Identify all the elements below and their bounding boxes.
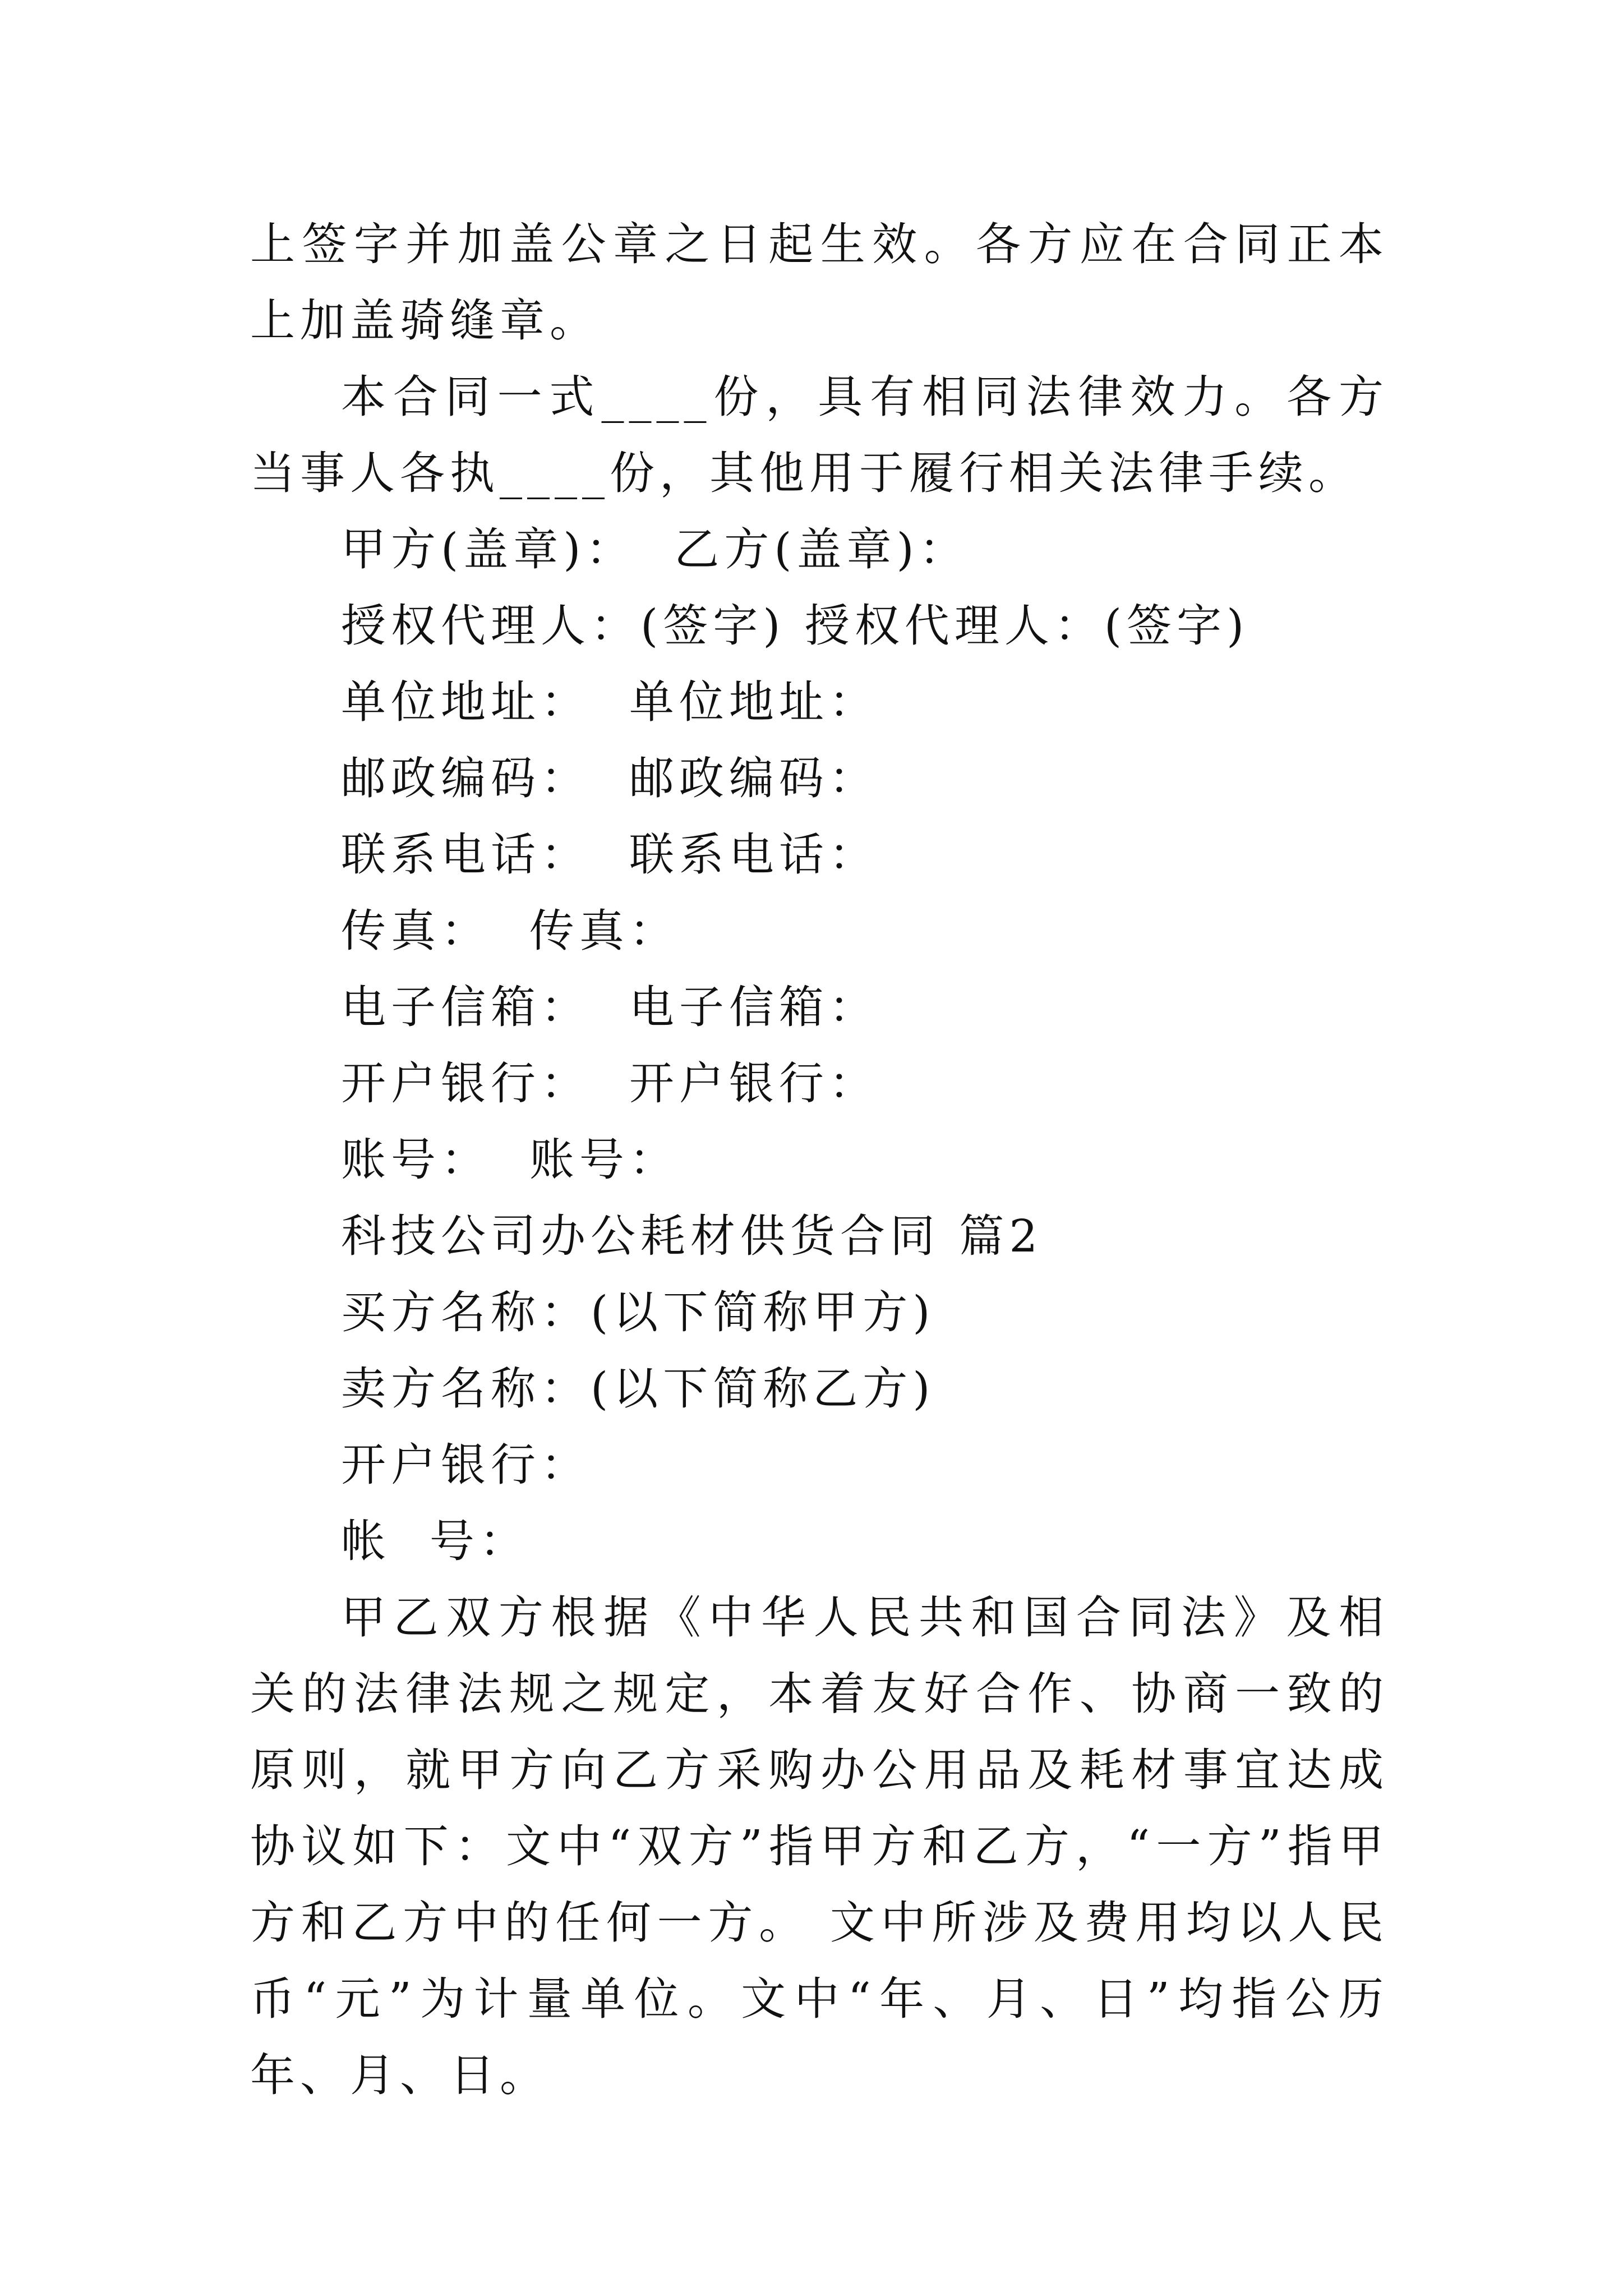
section-title: 科技公司办公耗材供货合同 篇2 <box>341 1210 1043 1262</box>
bank-line: 开户银行： <box>341 1439 591 1491</box>
signature-line-seal: 甲方(盖章)： 乙方(盖章)： <box>341 523 969 576</box>
buyer-name-line: 买方名称：(以下简称甲方) <box>341 1286 935 1338</box>
signature-line-bank: 开户银行： 开户银行： <box>341 1057 879 1110</box>
signature-line-email: 电子信箱： 电子信箱： <box>341 981 879 1033</box>
signature-line-postcode: 邮政编码： 邮政编码： <box>341 752 879 804</box>
copies-paragraph: 本合同一式____份，具有相同法律效力。各方当事人各执____份，其他用于履行相关法律手续。 <box>250 371 1389 499</box>
intro-paragraph: 上签字并加盖公章之日起生效。各方应在合同正本上加盖骑缝章。 <box>250 218 1389 347</box>
signature-line-address: 单位地址： 单位地址： <box>341 676 879 728</box>
signature-line-phone: 联系电话： 联系电话： <box>341 829 879 881</box>
signature-line-fax: 传真： 传真： <box>341 905 679 957</box>
document-body <box>250 206 1389 2114</box>
signature-line-account: 账号： 账号： <box>341 1134 679 1186</box>
seller-name-line: 卖方名称：(以下简称乙方) <box>341 1363 935 1415</box>
signature-line-agent: 授权代理人：(签字) 授权代理人：(签字) <box>341 600 1249 652</box>
account-line: 帐 号： <box>341 1515 529 1567</box>
agreement-paragraph: 甲乙双方根据《中华人民共和国合同法》及相关的法律法规之规定，本着友好合作、协商一致的原则，就甲方向乙方采购办公用品及耗材事宜达成协议如下：文中“双方”指甲方和乙方，“一方”指甲方和乙方中的任何一方。 文中所涉及费用均以人民币“元”为计量单位。文中“年、月、日”均指公历年、月、日。 <box>250 1591 1389 2101</box>
